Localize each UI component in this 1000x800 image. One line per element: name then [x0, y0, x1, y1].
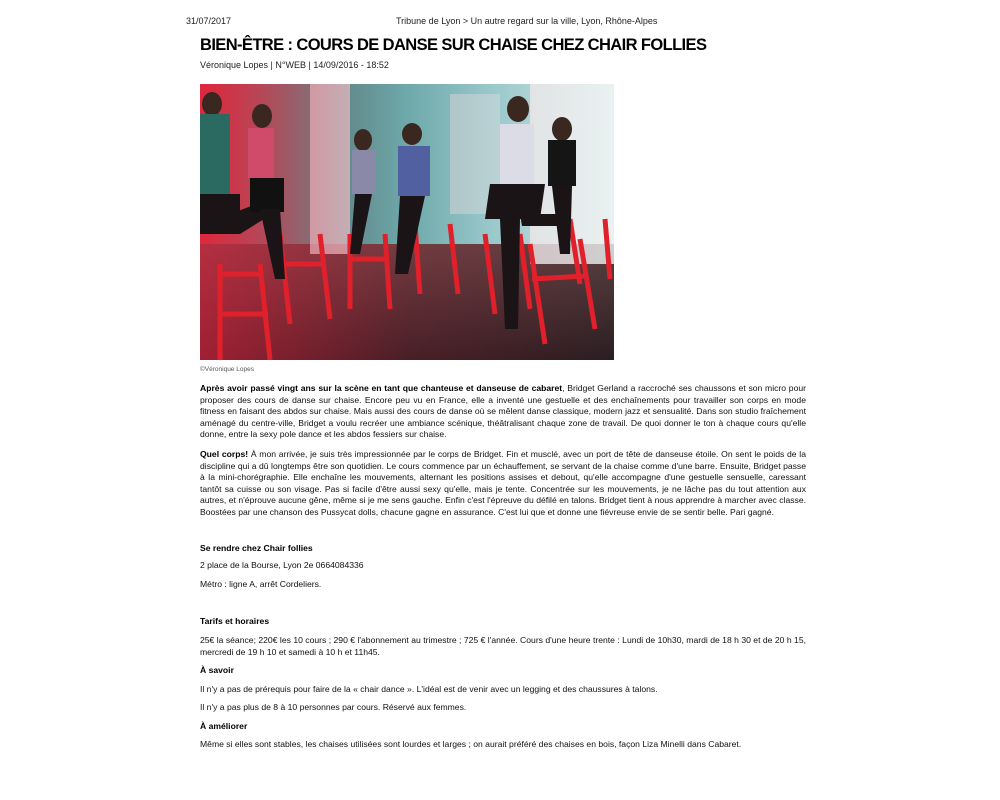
print-date: 31/07/2017: [186, 16, 232, 26]
section-title-getting-there: Se rendre chez Chair follies: [200, 542, 313, 553]
section-title-pricing: Tarifs et horaires: [200, 616, 270, 627]
article-title: BIEN-ÊTRE : COURS DE DANSE SUR CHAISE CHEZ CHAIR FOLLIES: [200, 36, 707, 54]
metro-text: Métro : ligne A, arrêt Cordeliers.: [200, 578, 322, 589]
paragraph-text: À mon arrivée, je suis très impressionnée par le corps de Bridget. Fin et musclé, avec un port de tête de danseuse étoile. On sent le poids de la discipline qui a dû longtemps être son quotidien. Le cours commence par un échauffement, se servant de la chaise comme d'une barre. Ensuite, Bridget passe à la mini-chorégraphie. Elle enchaîne les mouvements, alternant les positions assises et debout, qu'elle accompagne d'une gestuelle sensuelle, caressant tantôt sa cuisse ou son visage. Pas si facile d'être aussi sexy qu'elle, mais je tente. Concentrée sur les mouvements, je ne lâche pas du tout attention aux autres, et n'éprouve aucune gêne, même si je me sens gauche. Enfin c'est l'épreuve du défilé en talons. Bridget tient à nous apprendre à marcher avec classe. Boostées par une chanson des Pussycat dolls, chacune gagne en assurance. C'est lui que et donne une fiévreuse envie de se sentir belle. Pari gagné.: [200, 448, 806, 517]
section-title-to-know: À savoir: [200, 665, 234, 676]
article-body: [200, 383, 806, 751]
dance-class-photo-illustration: [200, 84, 614, 360]
address-text: 2 place de la Bourse, Lyon 2e 0664084336: [200, 560, 364, 571]
print-header: [0, 16, 1000, 30]
article-photo: [200, 84, 614, 360]
to-know-text-2: Il n'y a pas plus de 8 à 10 personnes par cours. Réservé aux femmes.: [200, 702, 467, 713]
article-byline: Véronique Lopes | N°WEB | 14/09/2016 - 18:52: [200, 60, 389, 70]
intro-paragraph: [200, 383, 806, 441]
section-title-to-improve: À améliorer: [200, 720, 248, 731]
pricing-text: 25€ la séance; 220€ les 10 cours ; 290 € l'abonnement au trimestre ; 725 € l'année. Cours d'une heure trente : Lundi de 10h30, mardi de 18 h 30 et de 20 h 15, mercredi de 19 h 10 et samedi à 10 h et 11h45.: [200, 634, 806, 657]
site-breadcrumb: Tribune de Lyon > Un autre regard sur la ville, Lyon, Rhône-Alpes: [396, 16, 658, 26]
to-improve-text: Même si elles sont stables, les chaises utilisées sont lourdes et larges ; on aurait préféré des chaises en bois, façon Liza Minelli dans Cabaret.: [200, 739, 742, 750]
to-know-text-1: Il n'y a pas de prérequis pour faire de la « chair dance ». L'idéal est de venir avec un legging et des chaussures à talons.: [200, 683, 658, 694]
photo-credit: ©Véronique Lopes: [200, 366, 254, 373]
paragraph-lead: Quel corps!: [200, 448, 249, 459]
intro-text: , Bridget Gerland a raccroché ses chaussons et son micro pour proposer des cours de danse sur chaise. Encore peu vu en France, elle a inventé une gestuelle et des enchaînements pour travailler son corps en mode fitness en faisant des abdos sur chaise. Mais aussi des cours de danse où se mêlent danse classique, modern jazz et sensualité. Dans son studio fraîchement aménagé du centre-ville, Bridget a voulu recréer une ambiance scénique, théâtralisant chaque zone de travail. De quoi donner le ton à chaque cours qu'elle donne, entre la sexy pole dance et les abdos fessiers sur chaise.: [200, 383, 807, 440]
body-paragraph: [200, 449, 806, 519]
intro-lead: Après avoir passé vingt ans sur la scène en tant que chanteuse et danseuse de cabaret: [200, 383, 563, 393]
